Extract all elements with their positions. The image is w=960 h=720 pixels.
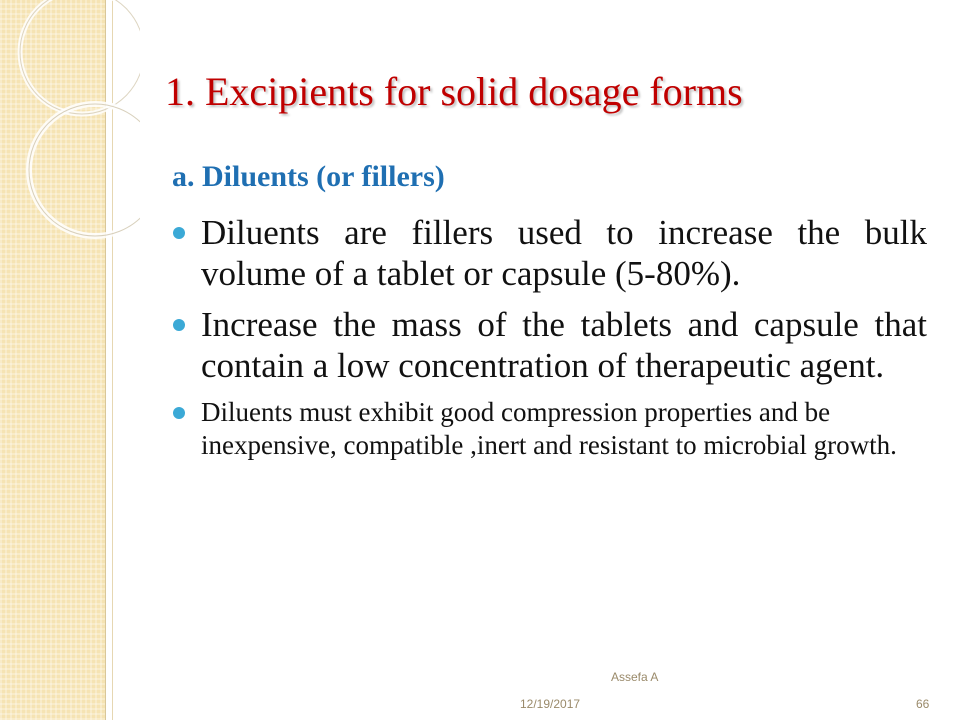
- bullet-list: [165, 212, 927, 462]
- bullet-text: Diluents must exhibit good compression properties and be inexpensive, compatible ,inert and resistant to microbial growth.: [201, 397, 897, 460]
- list-item: [165, 212, 927, 294]
- list-item: [165, 396, 927, 462]
- bullet-text: Increase the mass of the tablets and capsule that contain a low concentration of therapeutic agent.: [201, 305, 927, 385]
- decorative-rings: [0, 0, 140, 260]
- page-number: 66: [916, 697, 930, 711]
- list-item: [165, 304, 927, 386]
- bullet-text: Diluents are fillers used to increase the bulk volume of a tablet or capsule (5-80%).: [201, 213, 927, 293]
- bullet-icon: [173, 319, 185, 331]
- bullet-icon: [173, 407, 185, 419]
- footer-author: Assefa A: [611, 670, 659, 684]
- section-subheading: a. Diluents (or fillers): [172, 160, 445, 193]
- footer-date: 12/19/2017: [520, 697, 581, 711]
- bullet-icon: [173, 227, 185, 239]
- slide-title: 1. Excipients for solid dosage forms: [165, 69, 743, 114]
